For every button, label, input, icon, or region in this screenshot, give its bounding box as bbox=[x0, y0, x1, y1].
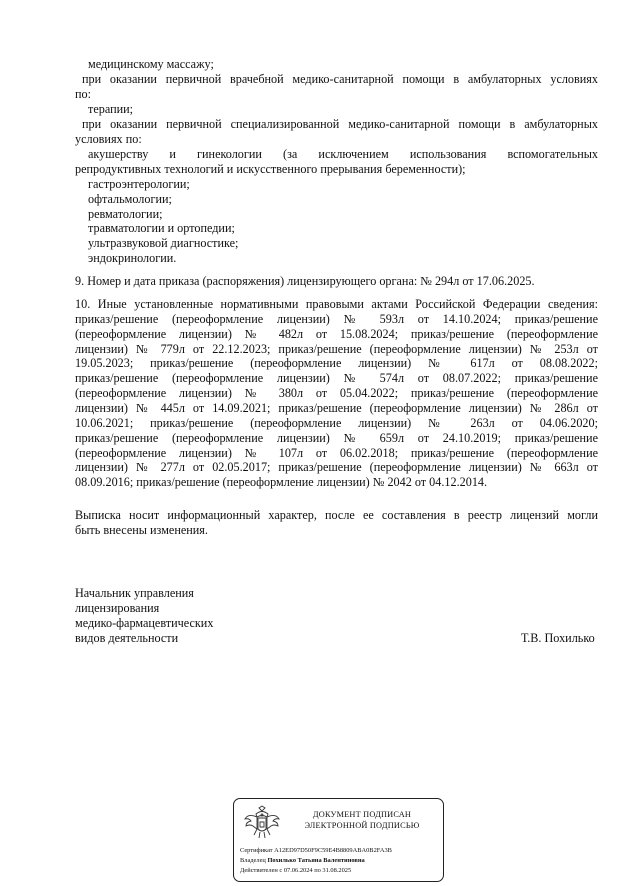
other-info-line: (переоформление лицензии) № 482л от 15.08.2024; приказ/решение (переоформление bbox=[75, 327, 598, 341]
signatory-title: медико-фармацевтических bbox=[75, 616, 214, 630]
stamp-certificate: Сертификат A12ED97D50F9C59E4B8809ABA0B2FA3B bbox=[240, 847, 392, 854]
notice-line: Выписка носит информационный характер, после ее составления в реестр лицензий могли bbox=[75, 508, 598, 522]
activity-heading: при оказании первичной специализированной медико-санитарной помощи в амбулаторных bbox=[82, 117, 598, 131]
activity-line: условиях по: bbox=[75, 132, 142, 146]
other-info-line: 10. Иные установленные нормативными правовыми актами Российской Федерации сведения: bbox=[75, 297, 598, 311]
activity-line: по: bbox=[75, 87, 92, 101]
activity-line: гастроэнтерологии; bbox=[88, 177, 190, 191]
other-info-line: 10.06.2021; приказ/решение (переоформление лицензии) № 263л от 04.06.2020; bbox=[75, 416, 598, 430]
signatory-title: видов деятельности bbox=[75, 631, 179, 645]
activity-line: акушерству и гинекологии (за исключением использования вспомогательных bbox=[88, 147, 598, 161]
signatory-title: лицензирования bbox=[75, 601, 160, 615]
activity-line: ультразвуковой диагностике; bbox=[88, 236, 239, 250]
other-info-line: 08.09.2016; приказ/решение (переоформление лицензии) № 2042 от 04.12.2014. bbox=[75, 475, 488, 489]
notice-line: быть внесены изменения. bbox=[75, 523, 208, 537]
activity-heading: при оказании первичной врачебной медико-санитарной помощи в амбулаторных условиях bbox=[82, 72, 598, 86]
other-info-line: приказ/решение (переоформление лицензии) № 659л от 24.10.2019; приказ/решение bbox=[75, 431, 598, 445]
stamp-owner: Владелец Похилько Татьяна Валентиновна bbox=[240, 857, 365, 864]
other-info-line: (переоформление лицензии) № 107л от 06.02.2018; приказ/решение (переоформление bbox=[75, 446, 598, 460]
activity-line: репродуктивных технологий и искусственного прерывания беременности); bbox=[75, 162, 466, 176]
stamp-validity: Действителен с 07.06.2024 по 31.08.2025 bbox=[240, 867, 352, 874]
other-info-line: приказ/решение (переоформление лицензии) № 593л от 14.10.2024; приказ/решение bbox=[75, 312, 598, 326]
other-info-line: лицензии) № 445л от 14.09.2021; приказ/решение (переоформление лицензии) № 286л от bbox=[75, 401, 598, 415]
stamp-title: ДОКУМЕНТ ПОДПИСАН ЭЛЕКТРОННОЙ ПОДПИСЬЮ bbox=[304, 810, 420, 830]
other-info-line: приказ/решение (переоформление лицензии) № 574л от 08.07.2022; приказ/решение bbox=[75, 371, 598, 385]
coat-of-arms-icon bbox=[242, 805, 282, 841]
other-info-line: лицензии) № 277л от 02.05.2017; приказ/решение (переоформление лицензии) № 663л от bbox=[75, 460, 598, 474]
activity-line: эндокринологии. bbox=[88, 251, 177, 265]
activity-line: терапии; bbox=[88, 102, 134, 116]
activity-line: ревматологии; bbox=[88, 207, 163, 221]
other-info-line: 19.05.2023; приказ/решение (переоформление лицензии) № 617л от 08.08.2022; bbox=[75, 356, 598, 370]
activity-line: травматологии и ортопедии; bbox=[88, 221, 235, 235]
other-info-line: (переоформление лицензии) № 380л от 05.04.2022; приказ/решение (переоформление bbox=[75, 386, 598, 400]
other-info-line: лицензии) № 779л от 22.12.2023; приказ/решение (переоформление лицензии) № 253л от bbox=[75, 342, 598, 356]
electronic-signature-stamp bbox=[233, 798, 444, 882]
signatory-title: Начальник управления bbox=[75, 586, 194, 600]
activity-line: медицинскому массажу; bbox=[88, 57, 214, 71]
activity-line: офтальмологии; bbox=[88, 192, 172, 206]
signatory-name: Т.В. Похилько bbox=[521, 631, 595, 645]
order-number-item: 9. Номер и дата приказа (распоряжения) лицензирующего органа: № 294л от 17.06.2025. bbox=[75, 274, 535, 288]
